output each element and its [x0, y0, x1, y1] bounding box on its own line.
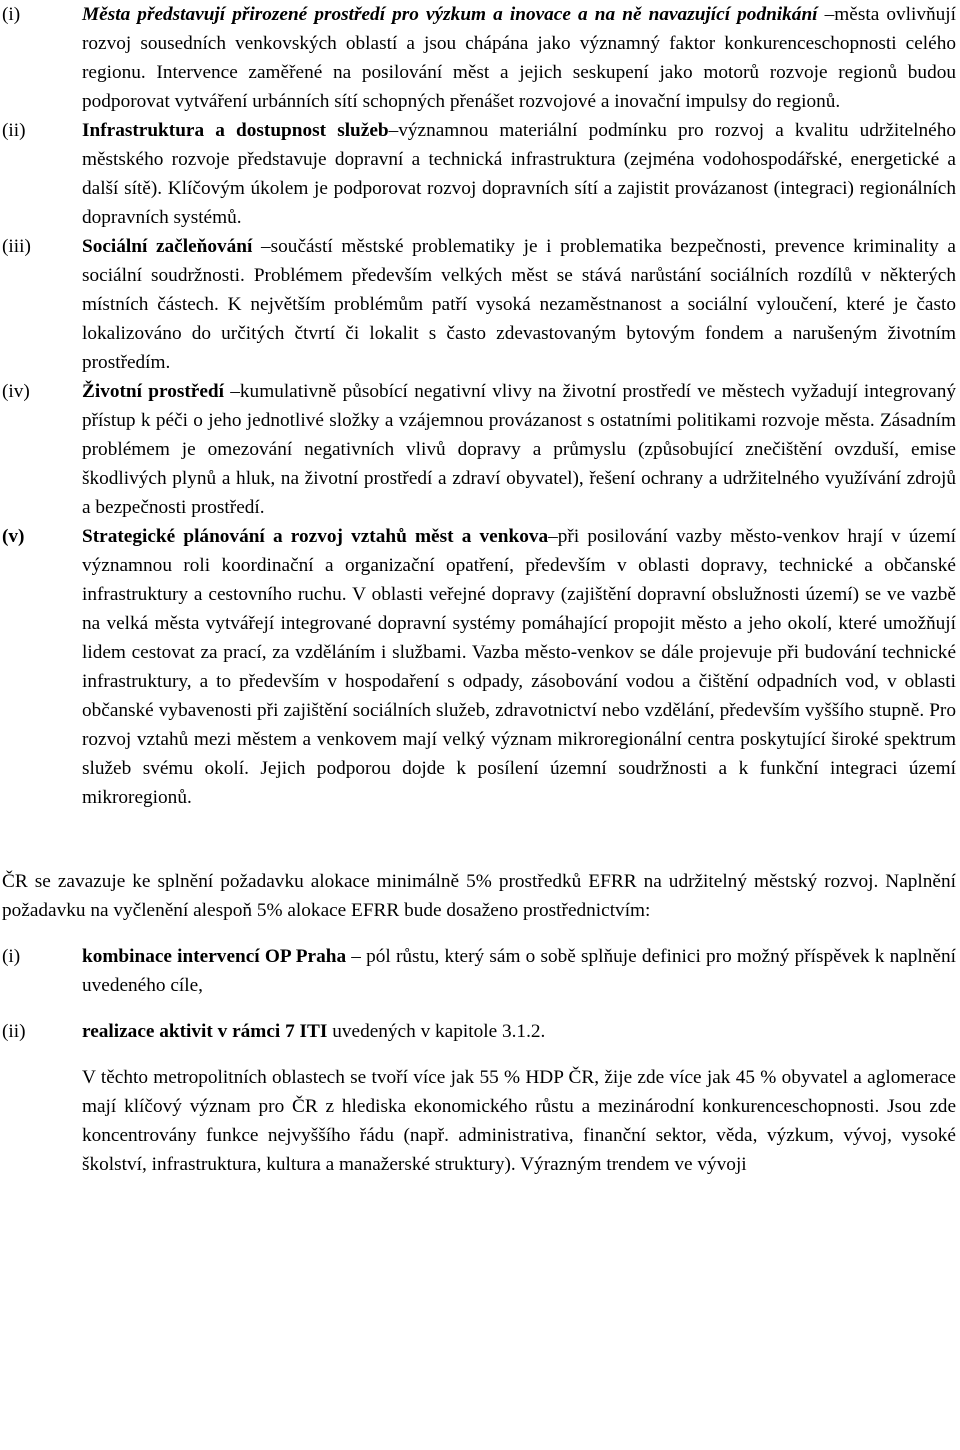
item-number: (i) [2, 946, 21, 967]
item-heading: Infrastruktura a dostupnost služeb [82, 120, 389, 141]
item-heading: Strategické plánování a rozvoj vztahů měst a venkova [82, 526, 549, 547]
item-number: (ii) [2, 1021, 26, 1042]
item-body [82, 232, 956, 377]
list-item [2, 232, 956, 377]
spacer [2, 812, 956, 867]
list-item [2, 1017, 956, 1046]
spacer [2, 925, 956, 942]
item-number: (v) [2, 526, 25, 547]
item-heading: kombinace intervencí OP Praha [82, 946, 347, 967]
item-body [82, 1017, 956, 1046]
item-number: (iv) [2, 381, 30, 402]
spacer [2, 1046, 956, 1063]
item-number: (iii) [2, 236, 31, 257]
list-item [2, 377, 956, 522]
item-number: (i) [2, 4, 21, 25]
closing-paragraph: V těchto metropolitních oblastech se tvoří více jak 55 % HDP ČR, žije zde více jak 45 % obyvatel a aglomerace mají klíčový význam pro ČR z hlediska ekonomického růstu a mezinárodní konkurenceschopnosti. Jsou zde koncentrovány funkce nejvyššího řádu (např. administrativa, finanční sektor, věda, výzkum, vývoj, vysoké školství, infrastruktura, kultura a manažerské struktury). Výrazným trendem ve vývoji [82, 1067, 956, 1175]
list-item [2, 942, 956, 1000]
item-text: –kumulativně působící negativní vlivy na životní prostředí ve městech vyžadují integrovaný přístup k péči o jeho jednotlivé složky a vzájemnou provázanost s ostatními politikami rozvoje města. Zásadním problémem je omezování negativních vlivů dopravy a průmyslu (způsobující znečištění ovzduší, emise škodlivých plynů a hluk, na životní prostředí a zdraví obyvatel), řešení ochrany a udržitelného využívání zdrojů a bezpečnosti prostředí. [82, 381, 957, 518]
item-body [82, 942, 956, 1000]
item-heading: realizace aktivit v rámci 7 ITI [82, 1021, 328, 1042]
item-text: –součástí městské problematiky je i problematika bezpečnosti, prevence kriminality a sociální soudržnosti. Problémem především velkých měst se stává narůstání sociálních rozdílů v některých místních částech. K největším problémům patří vysoká nezaměstnanost a sociální vyloučení, které je často lokalizováno do určitých čtvrtí či lokalit s často zdevastovaným bytovým fondem a narušeným životním prostředím. [82, 236, 956, 373]
item-body [82, 377, 956, 522]
item-body [82, 116, 956, 232]
item-text: –města ovlivňují rozvoj sousedních venkovských oblastí a jsou chápána jako významný faktor konkurenceschopnosti celého regionu. Intervence zaměřené na posilování měst a jejich seskupení jako motorů rozvoje regionů budou podporovat vytváření urbánních sítí schopných přenášet rozvojové a inovační impulsy do regionů. [82, 4, 956, 112]
list-item [2, 116, 956, 232]
item-text: – pól růstu, který sám o sobě splňuje definici pro možný příspěvek k naplnění uvedeného cíle, [82, 946, 956, 996]
item-text: –významnou materiální podmínku pro rozvoj a kvalitu udržitelného městského rozvoje představuje dopravní a technická infrastruktura (zejména vodohospodářské, energetické a další sítě). Klíčovým úkolem je podporovat rozvoj dopravních sítí a zajistit provázanost (integraci) regionálních dopravních systémů. [82, 120, 956, 228]
body-paragraph: ČR se zavazuje ke splnění požadavku alokace minimálně 5% prostředků EFRR na udržitelný městský rozvoj. Naplnění požadavku na vyčlenění alespoň 5% alokace EFRR bude dosaženo prostřednictvím: [2, 871, 956, 921]
item-heading: Města představují přirozené prostředí pro výzkum a inovace a na ně navazující podnikání [82, 4, 818, 25]
item-body [82, 522, 956, 812]
list-item [2, 0, 956, 116]
item-text: uvedených v kapitole 3.1.2. [327, 1021, 546, 1042]
item-body [82, 0, 956, 116]
spacer [2, 1000, 956, 1017]
item-heading: Životní prostředí [82, 381, 224, 402]
item-text: –při posilování vazby město-venkov hrají v území významnou roli koordinační a organizační opatření, především v oblasti dopravy, technické a občanské infrastruktury a cestovního ruchu. V oblasti veřejné dopravy (zajištění dopravní obslužnosti území) se ve vazbě na velká města vytvářejí integrované dopravní systémy pomáhající propojit město a jeho okolí, které umožňují lidem cestovat za prací, za vzděláním i službami. Vazba město-venkov se dále projevuje při budování technické infrastruktury, a to především v hospodaření s odpady, zásobování vodou a čištění odpadních vod, v oblasti občanské vybavenosti při zajištění sociálních služeb, zdravotnictví nebo vzdělání, především vyššího stupně. Pro rozvoj vztahů mezi městem a venkovem mají velký význam mikroregionální centra poskytující široké spektrum služeb svému okolí. Jejich podporou dojde k posílení územní soudržnosti a k funkční integraci území mikroregionů. [82, 526, 956, 808]
item-heading: Sociální začleňování [82, 236, 253, 257]
item-number: (ii) [2, 120, 26, 141]
list-item [2, 522, 956, 812]
